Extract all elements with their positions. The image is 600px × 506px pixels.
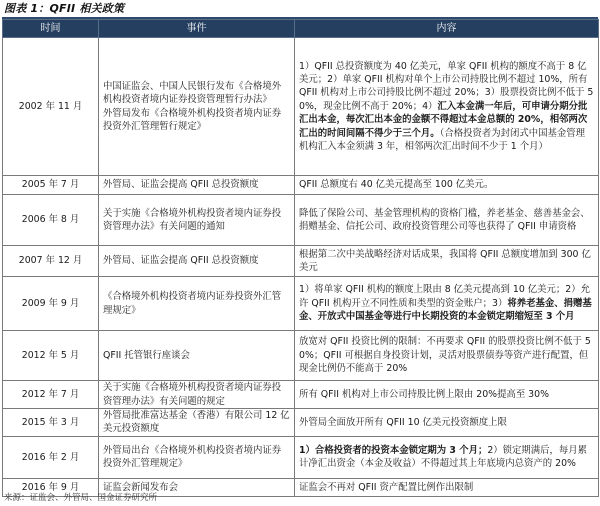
table-row — [3, 381, 599, 409]
row-content — [295, 176, 599, 195]
row-content — [295, 436, 599, 478]
table-row — [3, 195, 599, 246]
row-event: 外管局批准富达基金（香港）有限公司 12 亿美元投资额度 — [99, 409, 295, 437]
table-row — [3, 409, 599, 437]
content-segment: 证监会不再对 QFII 资产配置比例作出限制 — [299, 481, 474, 493]
content-segment: 所有 QFII 机构对上市公司持股比例上限由 20%提高至 30% — [299, 388, 550, 400]
table-header-row — [3, 20, 599, 38]
row-content — [295, 277, 599, 331]
content-bold-segment: 将养老基金、捐赠基金、开放式中国基金等进行中长期投资的本金锁定期缩短至 3 个月 — [299, 297, 592, 323]
row-date: 2006 年 8 月 — [3, 195, 99, 246]
row-date: 2016 年 2 月 — [3, 436, 99, 478]
row-event: QFII 托管银行座谈会 — [99, 331, 295, 381]
content-segment: 1）将单家 QFII 机构的额度上限由 8 亿美元提高到 10 亿美元；2）允许 QFII 机构开立不同性质和类型的资金账户；3） — [299, 284, 591, 309]
row-event: 关于实施《合格境外机构投资者境内证券投资管理办法》有关问题的通知 — [99, 195, 295, 246]
row-event: 《合格境外机构投资者境内证券投资外汇管理规定》 — [99, 277, 295, 331]
row-content — [295, 478, 599, 496]
row-date: 2015 年 3 月 — [3, 409, 99, 437]
row-content — [295, 195, 599, 246]
table-row — [3, 176, 599, 195]
row-content — [295, 331, 599, 381]
table-row — [3, 246, 599, 277]
row-date: 2012 年 7 月 — [3, 381, 99, 409]
table-row — [3, 38, 599, 176]
row-event: 外管局出台《合格境外机构投资者境内证券投资外汇管理规定》 — [99, 436, 295, 478]
header-date: 时间 — [3, 20, 99, 38]
content-segment: 根据第二次中美战略经济对话成果，我国将 QFII 总额度增加到 300 亿美元 — [299, 248, 591, 273]
row-content — [295, 246, 599, 277]
content-segment: 1）QFII 总投资额度为 40 亿美元，单家 QFII 机构的额度不高于 8 亿美元；2）单家 QFII 机构对单个上市公司持股比例不超过 10%，所有 QFII 机构对上市公司持股比例不超过 20%；3）股票投资比例不低于 50%，现金比例不高于 20%；4） — [299, 60, 594, 112]
content-segment: 降低了保险公司、基金管理机构的资格门槛，养老基金、慈善基金会、捐赠基金、信托公司、政府投资管理公司等也获得了 QFII 申请资格 — [299, 207, 590, 232]
content-segment: 2）锁定期满后，每月累计净汇出资金（本金及收益）不得超过其上年底境内总资产的 20% — [299, 444, 588, 470]
header-content: 内容 — [295, 20, 599, 38]
content-segment: 放宽对 QFII 投资比例的限制：不再要求 QFII 的股票投资比例不低于 50%；QFII 可根据自身投资计划，灵活对股票债券等资产进行配置，但现金比例仍不能高于 20% — [299, 336, 591, 375]
content-bold-segment: 1）合格投资者的投资本金锁定期为 3 个月； — [299, 444, 488, 456]
policy-table — [2, 19, 599, 497]
row-content — [295, 409, 599, 437]
row-date: 2007 年 12 月 — [3, 246, 99, 277]
source-note: 来源：证监会、外管局、国金证券研究所 — [4, 493, 158, 503]
row-event: 外管局、证监会提高 QFII 总投资额度 — [99, 246, 295, 277]
figure-title: 图表 1：QFII 相关政策 — [4, 2, 125, 15]
content-segment: （合格投资者为封闭式中国基金管理机构汇入本金须满 3 年，相邻两次汇出时间不少于 1 个月） — [299, 127, 585, 153]
row-date: 2002 年 11 月 — [3, 38, 99, 176]
row-event: 中国证监会、中国人民银行发布《合格境外机构投资者境内证券投资管理暂行办法》 外管局发布《合格境外机构投资者境内证券投资外汇管理暂行规定》 — [99, 38, 295, 176]
content-bold-segment: 汇入本金满一年后，可申请分期分批汇出本金，每次汇出本金的金额不得超过本金总额的 20%，相邻两次汇出的时间间隔不得少于三个月。 — [299, 100, 588, 139]
row-content — [295, 38, 599, 176]
table-row — [3, 277, 599, 331]
row-date: 2005 年 7 月 — [3, 176, 99, 195]
row-event: 外管局、证监会提高 QFII 总投资额度 — [99, 176, 295, 195]
row-content — [295, 381, 599, 409]
row-event: 关于实施《合格境外机构投资者境内证券投资管理办法》有关问题的规定 — [99, 381, 295, 409]
row-event: 证监会新闻发布会 — [99, 478, 295, 496]
table-row — [3, 436, 599, 478]
row-date: 2016 年 9 月 — [3, 478, 99, 496]
content-segment: QFII 总额度右 40 亿美元提高至 100 亿美元。 — [299, 179, 494, 191]
table-row — [3, 331, 599, 381]
row-date: 2009 年 9 月 — [3, 277, 99, 331]
row-date: 2012 年 5 月 — [3, 331, 99, 381]
header-event: 事件 — [99, 20, 295, 38]
content-segment: 外管局全面放开所有 QFII 10 亿美元投资额度上限 — [299, 416, 507, 428]
